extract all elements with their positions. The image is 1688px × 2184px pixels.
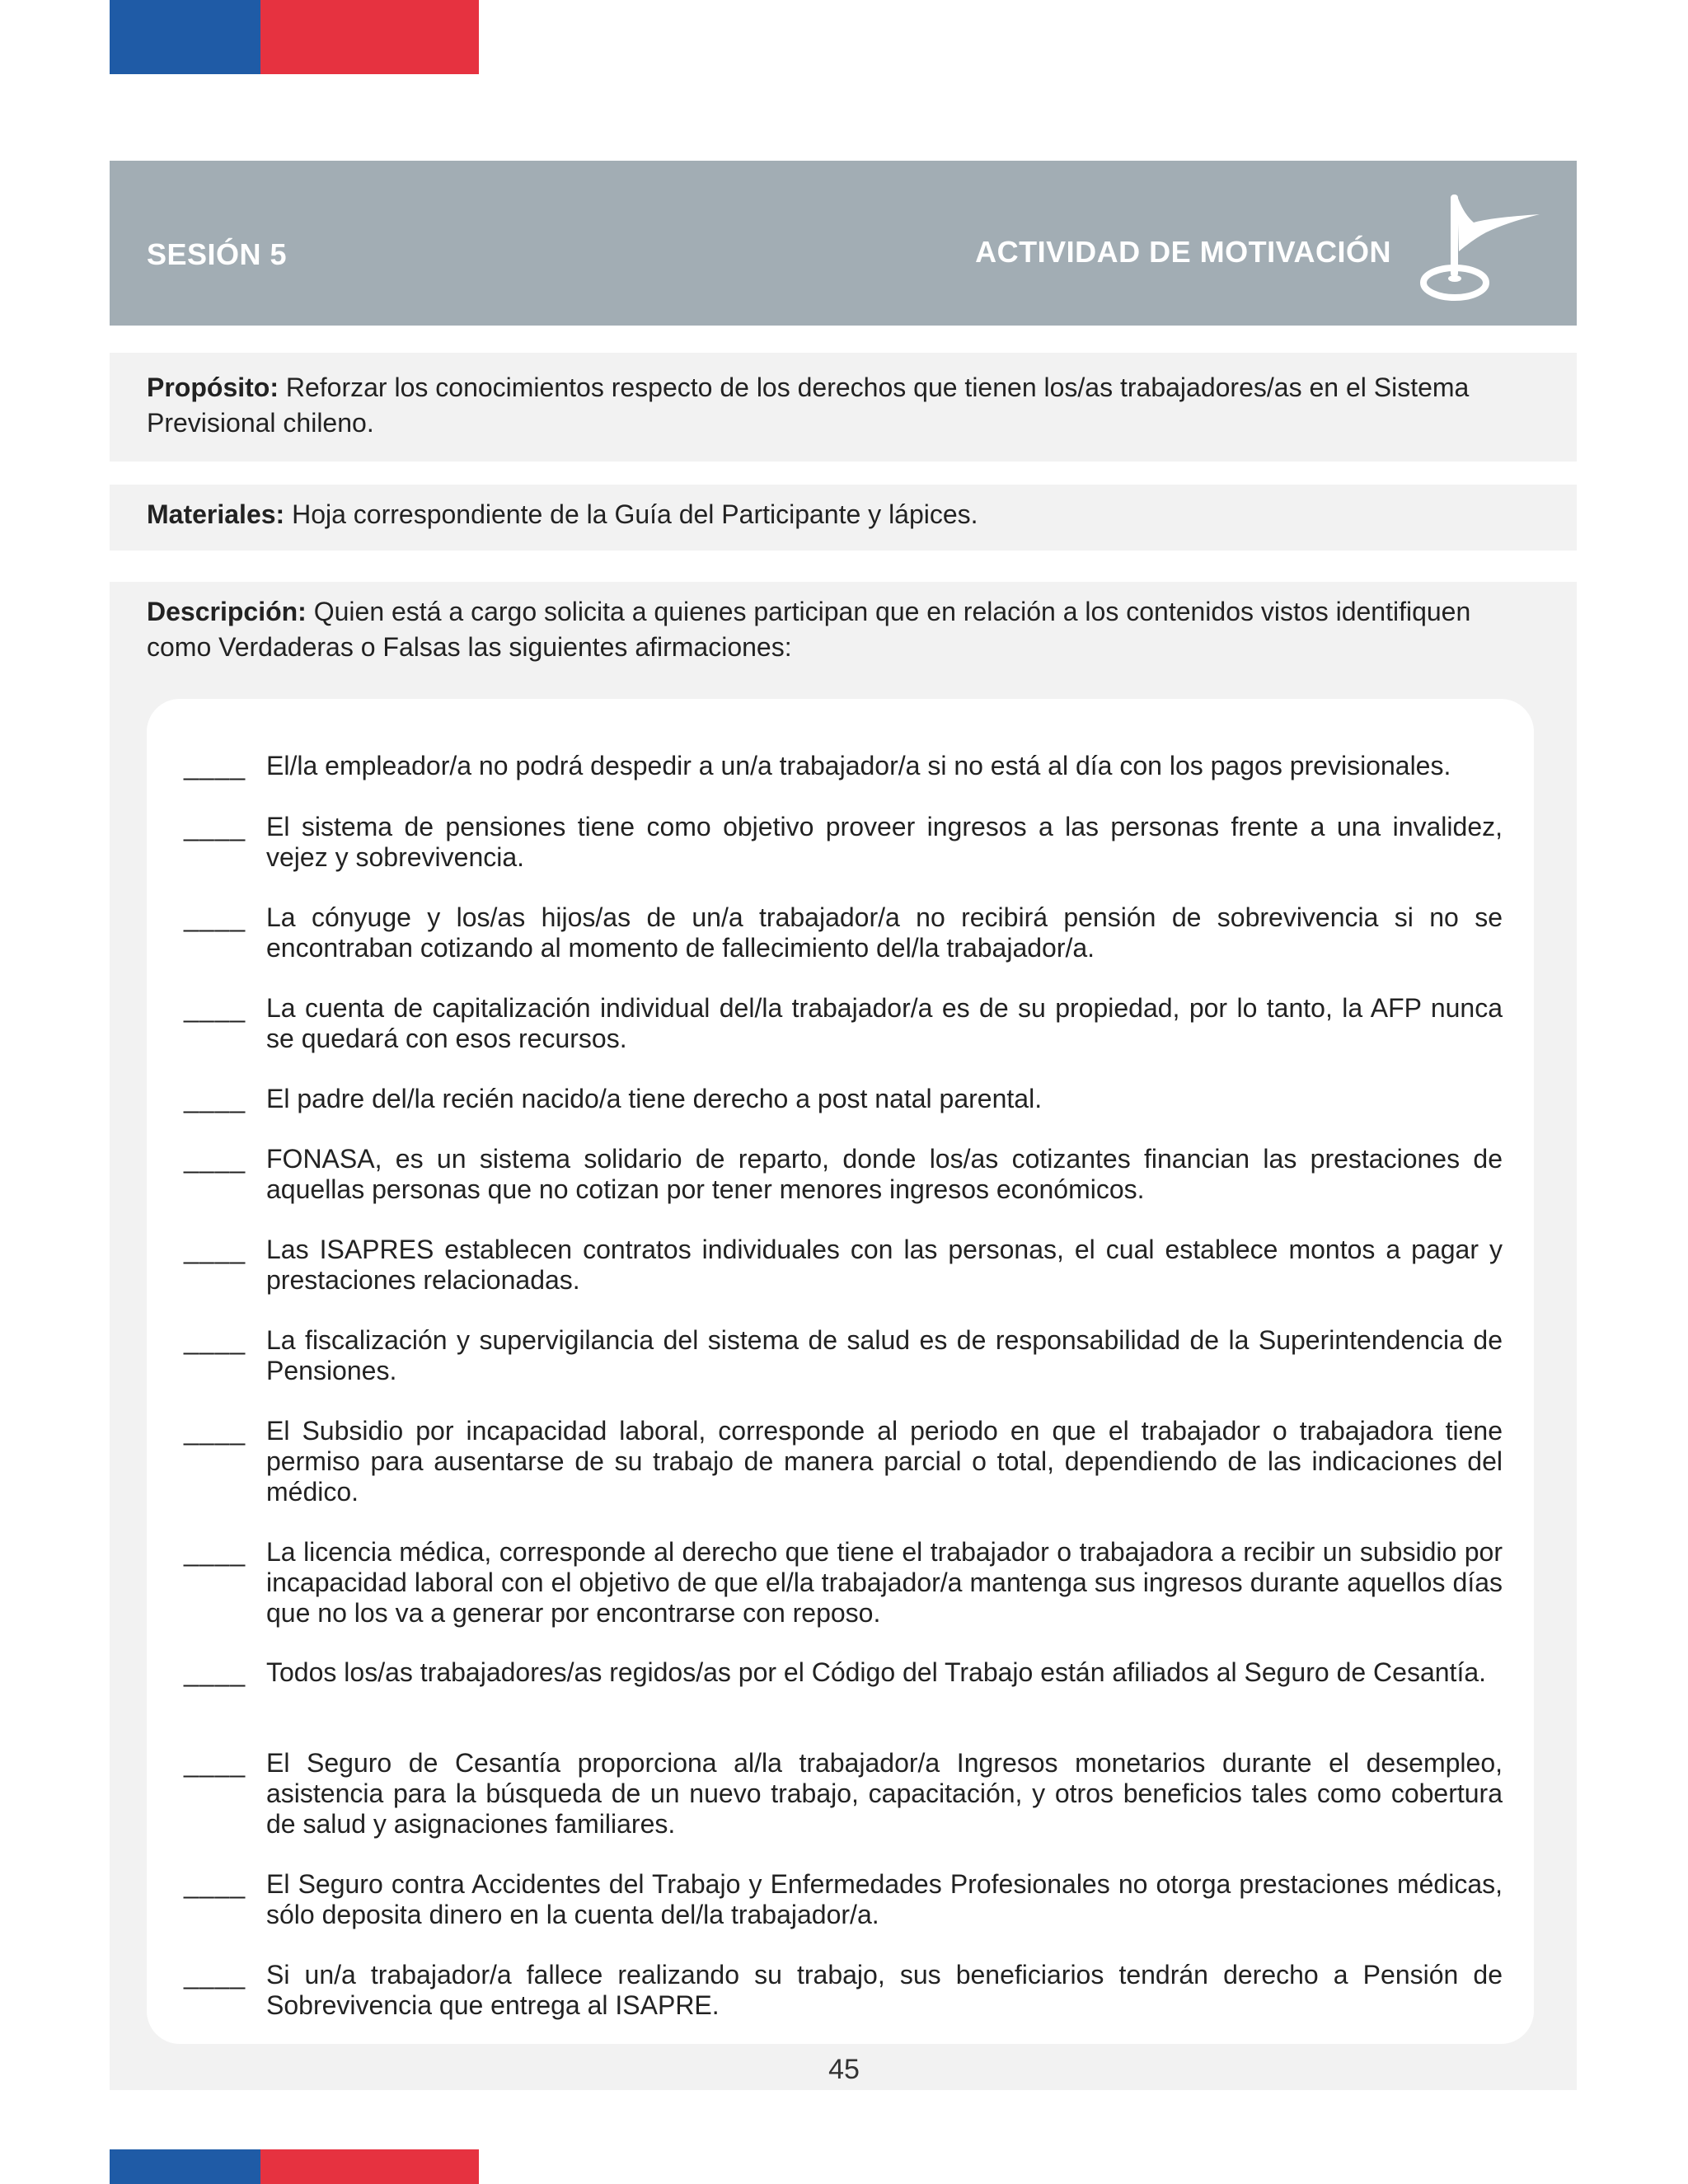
statement-text: El/la empleador/a no podrá despedir a un/a trabajador/a si no está al día con los pagos previsionales. — [266, 751, 1451, 780]
flag-stripe-blue — [110, 2149, 260, 2184]
statement-item — [184, 1537, 1503, 1629]
statement-text: Si un/a trabajador/a fallece realizando su trabajo, sus beneficiarios tendrán derecho a Pensión de Sobrevivencia que entrega al ISAPRE. — [266, 1960, 1503, 2020]
purpose-text: Reforzar los conocimientos respecto de los derechos que tienen los/as trabajadores/as en el Sistema Previsional chileno. — [147, 373, 1470, 438]
answer-blank[interactable]: ____ — [184, 1235, 246, 1264]
flag-stripe-red — [260, 2149, 479, 2184]
description-label: Descripción: — [147, 597, 307, 626]
materials-text: Hoja correspondiente de la Guía del Participante y lápices. — [284, 499, 978, 529]
statement-item — [184, 1084, 1503, 1114]
statement-item — [184, 902, 1503, 963]
answer-blank[interactable]: ____ — [184, 902, 246, 932]
materials-label: Materiales: — [147, 499, 285, 529]
statement-text: El padre del/la recién nacido/a tiene derecho a post natal parental. — [266, 1084, 1043, 1113]
purpose-box — [110, 353, 1577, 462]
answer-blank[interactable]: ____ — [184, 1748, 246, 1778]
session-header — [110, 161, 1577, 326]
statement-text: La licencia médica, corresponde al derecho que tiene el trabajador o trabajadora a recibir un subsidio por incapacidad laboral con el objetivo de que el/la trabajador/a mantenga sus ingresos durante aquellos días que no los va a generar por encontrarse con reposo. — [266, 1537, 1503, 1628]
answer-blank[interactable]: ____ — [184, 1144, 246, 1174]
statement-text: La fiscalización y supervigilancia del sistema de salud es de responsabilidad de la Superintendencia de Pensiones. — [266, 1325, 1503, 1385]
statement-text: FONASA, es un sistema solidario de reparto, donde los/as cotizantes financian las prestaciones de aquellas personas que no cotizan por tener menores ingresos económicos. — [266, 1144, 1503, 1204]
statement-text: Todos los/as trabajadores/as regidos/as por el Código del Trabajo están afiliados al Seguro de Cesantía. — [266, 1657, 1487, 1687]
statement-item — [184, 1869, 1503, 1930]
flag-stripe-top — [110, 0, 479, 74]
statement-item — [184, 1960, 1503, 2021]
materials-box — [110, 485, 1577, 551]
statement-item — [184, 1748, 1503, 1840]
statement-item — [184, 1235, 1503, 1296]
answer-blank[interactable]: ____ — [184, 1869, 246, 1899]
statement-item — [184, 812, 1503, 873]
statement-text: El sistema de pensiones tiene como objetivo proveer ingresos a las personas frente a una invalidez, vejez y sobrevivencia. — [266, 812, 1503, 872]
statement-item — [184, 1325, 1503, 1386]
answer-blank[interactable]: ____ — [184, 812, 246, 841]
answer-blank[interactable]: ____ — [184, 993, 246, 1023]
page-number: 45 — [828, 2054, 860, 2085]
statements-panel — [147, 699, 1534, 2044]
statement-item — [184, 751, 1503, 781]
statement-text: El Seguro contra Accidentes del Trabajo y Enfermedades Profesionales no otorga prestaciones médicas, sólo deposita dinero en la cuenta del/la trabajador/a. — [266, 1869, 1503, 1929]
purpose-label: Propósito: — [147, 373, 279, 402]
statement-text: El Seguro de Cesantía proporciona al/la trabajador/a Ingresos monetarios durante el desempleo, asistencia para la búsqueda de un nuevo trabajo, capacitación, y otros beneficios tales como cobertura de salud y asignaciones familiares. — [266, 1748, 1503, 1839]
flag-stripe-bottom — [110, 2149, 479, 2184]
answer-blank[interactable]: ____ — [184, 1960, 246, 1990]
flag-stripe-red — [260, 0, 479, 74]
answer-blank[interactable]: ____ — [184, 1416, 246, 1446]
statement-item — [184, 1657, 1503, 1688]
statement-text: La cuenta de capitalización individual del/la trabajador/a es de su propiedad, por lo tanto, la AFP nunca se quedará con esos recursos. — [266, 993, 1503, 1053]
flag-icon — [1416, 190, 1548, 305]
answer-blank[interactable]: ____ — [184, 1537, 246, 1567]
statement-text: Las ISAPRES establecen contratos individuales con las personas, el cual establece montos a pagar y prestaciones relacionadas. — [266, 1235, 1503, 1295]
answer-blank[interactable]: ____ — [184, 751, 246, 780]
description-text: Quien está a cargo solicita a quienes participan que en relación a los contenidos vistos identifiquen como Verdaderas o Falsas las siguientes afirmaciones: — [147, 597, 1471, 662]
statement-text: La cónyuge y los/as hijos/as de un/a trabajador/a no recibirá pensión de sobrevivencia si no se encontraban cotizando al momento de fallecimiento del/la trabajador/a. — [266, 902, 1503, 963]
statement-item — [184, 993, 1503, 1054]
answer-blank[interactable]: ____ — [184, 1325, 246, 1355]
answer-blank[interactable]: ____ — [184, 1084, 246, 1113]
statement-text: El Subsidio por incapacidad laboral, corresponde al periodo en que el trabajador o trabajadora tiene permiso para ausentarse de su trabajo de manera parcial o total, dependiendo de las indicaciones del médico. — [266, 1416, 1503, 1507]
flag-stripe-blue — [110, 0, 260, 74]
answer-blank[interactable]: ____ — [184, 1657, 246, 1687]
activity-title: ACTIVIDAD DE MOTIVACIÓN — [975, 235, 1391, 269]
statement-item — [184, 1416, 1503, 1507]
statement-item — [184, 1144, 1503, 1205]
session-title: SESIÓN 5 — [147, 237, 288, 271]
